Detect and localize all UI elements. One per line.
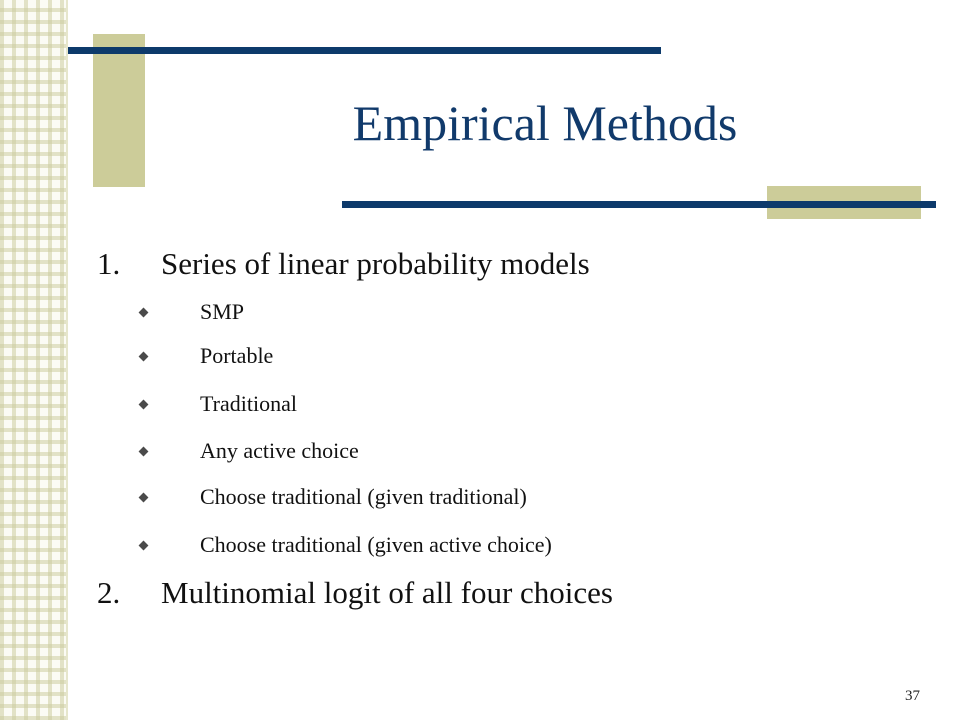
list-item-text: Series of linear probability models — [161, 246, 590, 281]
diamond-bullet-icon — [139, 352, 149, 362]
sub-list-item-text: Any active choice — [200, 438, 359, 463]
title-rule-bottom — [342, 201, 936, 208]
title-accent-block-left — [93, 34, 145, 187]
left-checkered-strip — [0, 0, 68, 720]
title-rule-top — [68, 47, 661, 54]
sub-list-item-text: Choose traditional (given traditional) — [200, 484, 527, 509]
diamond-bullet-icon — [139, 541, 149, 551]
sub-list-item-text: SMP — [200, 299, 245, 324]
diamond-bullet-icon — [139, 400, 149, 410]
list-number: 1. — [97, 246, 121, 281]
diamond-bullet-icon — [139, 493, 149, 503]
list-number: 2. — [97, 575, 121, 610]
sub-list-item-text: Traditional — [200, 391, 297, 416]
diamond-bullet-icon — [139, 447, 149, 457]
sub-list-item-text: Choose traditional (given active choice) — [200, 532, 552, 557]
page-number: 37 — [905, 688, 920, 704]
list-item-text: Multinomial logit of all four choices — [161, 575, 613, 610]
slide-title: Empirical Methods — [352, 95, 738, 151]
sub-list-item-text: Portable — [200, 343, 274, 368]
diamond-bullet-icon — [139, 308, 149, 318]
